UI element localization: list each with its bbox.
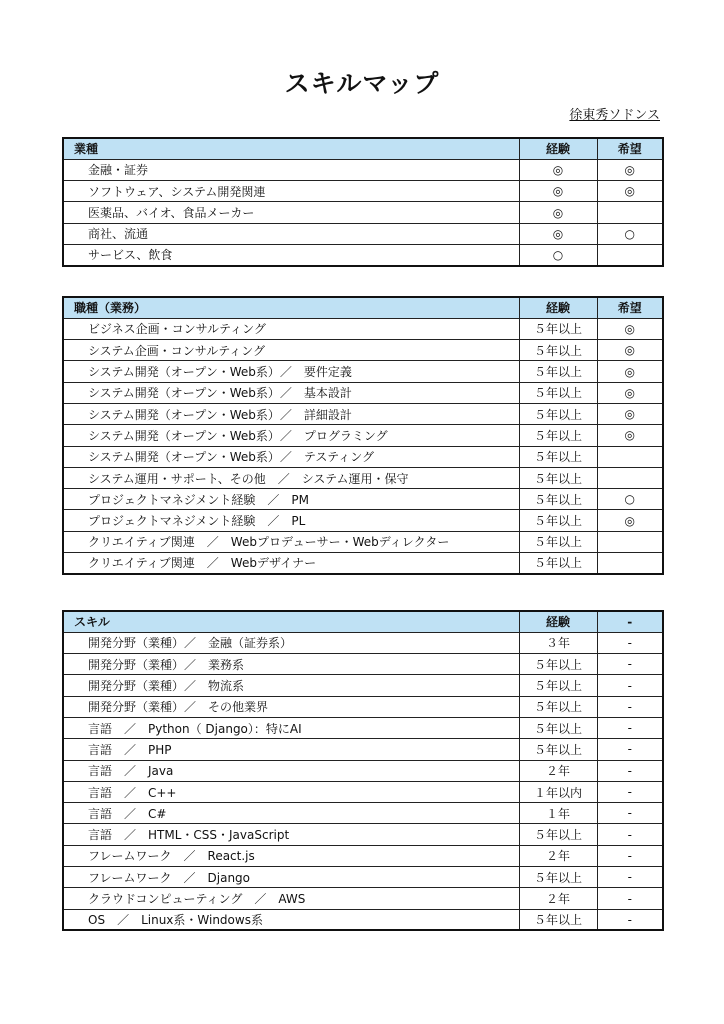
table-row <box>63 361 663 382</box>
row-label: システム開発（オープン・Web系）／ プログラミング <box>63 425 519 446</box>
row-label: OS ／ Linux系・Windows系 <box>63 909 519 930</box>
row-label: ビジネス企画・コンサルティング <box>63 318 519 339</box>
row-label: クリエイティブ関連 ／ Webプロデューサー・Webディレクター <box>63 531 519 552</box>
experience-cell: ５年以上 <box>519 340 597 361</box>
experience-cell: ◎ <box>519 159 597 180</box>
wish-cell: ○ <box>597 223 663 244</box>
experience-cell: ５年以上 <box>519 531 597 552</box>
wish-cell <box>597 467 663 488</box>
table-row <box>63 867 663 888</box>
wish-cell: ◎ <box>597 340 663 361</box>
experience-cell: ５年以上 <box>519 489 597 510</box>
wish-cell: - <box>597 717 663 738</box>
header-wish: 希望 <box>597 297 663 318</box>
wish-cell: - <box>597 867 663 888</box>
table-row <box>63 489 663 510</box>
row-label: プロジェクトマネジメント経験 ／ PL <box>63 510 519 531</box>
table-row <box>63 845 663 866</box>
experience-cell: ５年以上 <box>519 361 597 382</box>
row-label: 金融・証券 <box>63 159 519 180</box>
table-header-row <box>63 611 663 632</box>
experience-cell: ３年 <box>519 632 597 653</box>
experience-cell: １年以内 <box>519 781 597 802</box>
page-title: スキルマップ <box>284 69 440 98</box>
table-row <box>63 403 663 424</box>
row-label: システム開発（オープン・Web系）／ 基本設計 <box>63 382 519 403</box>
table-row <box>63 531 663 552</box>
wish-cell: - <box>597 888 663 909</box>
header-category: 職種（業務） <box>63 297 519 318</box>
industry-table <box>62 137 664 267</box>
row-label: 言語 ／ Java <box>63 760 519 781</box>
wish-cell: - <box>597 781 663 802</box>
table-row <box>63 760 663 781</box>
table-row <box>63 739 663 760</box>
experience-cell: ５年以上 <box>519 654 597 675</box>
experience-cell: ５年以上 <box>519 717 597 738</box>
experience-cell: ５年以上 <box>519 739 597 760</box>
row-label: サービス、飲食 <box>63 244 519 265</box>
table-row <box>63 675 663 696</box>
header-category: スキル <box>63 611 519 632</box>
row-label: フレームワーク ／ Django <box>63 867 519 888</box>
table-row <box>63 318 663 339</box>
table-row <box>63 223 663 244</box>
wish-cell: ◎ <box>597 510 663 531</box>
job-type-table <box>62 296 664 575</box>
table-row <box>63 425 663 446</box>
row-label: 言語 ／ C# <box>63 803 519 824</box>
experience-cell: １年 <box>519 803 597 824</box>
row-label: 開発分野（業種）／ 業務系 <box>63 654 519 675</box>
wish-cell <box>597 446 663 467</box>
experience-cell: ５年以上 <box>519 553 597 574</box>
row-label: 言語 ／ HTML・CSS・JavaScript <box>63 824 519 845</box>
header-experience: 経験 <box>519 138 597 159</box>
author-name: 徐東秀ソドンス <box>569 108 660 123</box>
row-label: システム開発（オープン・Web系）／ 詳細設計 <box>63 403 519 424</box>
experience-cell: ○ <box>519 244 597 265</box>
row-label: ソフトウェア、システム開発関連 <box>63 181 519 202</box>
wish-cell: - <box>597 632 663 653</box>
wish-cell: ◎ <box>597 181 663 202</box>
wish-cell: - <box>597 845 663 866</box>
header-category: 業種 <box>63 138 519 159</box>
header-extra: - <box>597 611 663 632</box>
wish-cell: ◎ <box>597 382 663 403</box>
row-label: システム開発（オープン・Web系）／ 要件定義 <box>63 361 519 382</box>
experience-cell: ２年 <box>519 760 597 781</box>
wish-cell: ◎ <box>597 361 663 382</box>
table-row <box>63 202 663 223</box>
experience-cell: ５年以上 <box>519 510 597 531</box>
wish-cell <box>597 202 663 223</box>
experience-cell: ５年以上 <box>519 382 597 403</box>
skills-table <box>62 610 664 931</box>
wish-cell: - <box>597 824 663 845</box>
row-label: システム運用・サポート、その他 ／ システム運用・保守 <box>63 467 519 488</box>
wish-cell: - <box>597 739 663 760</box>
experience-cell: ５年以上 <box>519 675 597 696</box>
wish-cell <box>597 531 663 552</box>
table-row <box>63 696 663 717</box>
wish-cell: ◎ <box>597 403 663 424</box>
table-row <box>63 553 663 574</box>
header-wish: 希望 <box>597 138 663 159</box>
table-row <box>63 510 663 531</box>
row-label: 開発分野（業種）／ その他業界 <box>63 696 519 717</box>
wish-cell: - <box>597 909 663 930</box>
table-header-row <box>63 297 663 318</box>
table-row <box>63 717 663 738</box>
row-label: フレームワーク ／ React.js <box>63 845 519 866</box>
experience-cell: ５年以上 <box>519 403 597 424</box>
header-experience: 経験 <box>519 611 597 632</box>
experience-cell: ◎ <box>519 181 597 202</box>
experience-cell: ◎ <box>519 202 597 223</box>
row-label: 言語 ／ C++ <box>63 781 519 802</box>
experience-cell: ５年以上 <box>519 318 597 339</box>
experience-cell: ５年以上 <box>519 467 597 488</box>
wish-cell <box>597 244 663 265</box>
table-row <box>63 781 663 802</box>
experience-cell: ２年 <box>519 888 597 909</box>
table-row <box>63 909 663 930</box>
wish-cell: - <box>597 803 663 824</box>
row-label: 言語 ／ Python（ Django）：特にAI <box>63 717 519 738</box>
row-label: 商社、流通 <box>63 223 519 244</box>
row-label: システム開発（オープン・Web系）／ テスティング <box>63 446 519 467</box>
experience-cell: ５年以上 <box>519 446 597 467</box>
table-row <box>63 340 663 361</box>
table-row <box>63 244 663 265</box>
experience-cell: ５年以上 <box>519 425 597 446</box>
experience-cell: ５年以上 <box>519 696 597 717</box>
row-label: クラウドコンピューティング ／ AWS <box>63 888 519 909</box>
experience-cell: ２年 <box>519 845 597 866</box>
wish-cell: ◎ <box>597 318 663 339</box>
header-experience: 経験 <box>519 297 597 318</box>
row-label: プロジェクトマネジメント経験 ／ PM <box>63 489 519 510</box>
table-row <box>63 632 663 653</box>
table-row <box>63 803 663 824</box>
wish-cell <box>597 553 663 574</box>
table-row <box>63 181 663 202</box>
experience-cell: ５年以上 <box>519 909 597 930</box>
table-row <box>63 382 663 403</box>
table-row <box>63 888 663 909</box>
row-label: クリエイティブ関連 ／ Webデザイナー <box>63 553 519 574</box>
wish-cell: - <box>597 654 663 675</box>
table-row <box>63 159 663 180</box>
wish-cell: - <box>597 675 663 696</box>
row-label: システム企画・コンサルティング <box>63 340 519 361</box>
experience-cell: ◎ <box>519 223 597 244</box>
table-row <box>63 654 663 675</box>
row-label: 医薬品、バイオ、食品メーカー <box>63 202 519 223</box>
wish-cell: ◎ <box>597 159 663 180</box>
row-label: 開発分野（業種）／ 物流系 <box>63 675 519 696</box>
experience-cell: ５年以上 <box>519 824 597 845</box>
experience-cell: ５年以上 <box>519 867 597 888</box>
table-row <box>63 467 663 488</box>
table-header-row <box>63 138 663 159</box>
row-label: 開発分野（業種）／ 金融（証券系） <box>63 632 519 653</box>
row-label: 言語 ／ PHP <box>63 739 519 760</box>
wish-cell: ○ <box>597 489 663 510</box>
wish-cell: ◎ <box>597 425 663 446</box>
table-row <box>63 824 663 845</box>
wish-cell: - <box>597 760 663 781</box>
table-row <box>63 446 663 467</box>
wish-cell: - <box>597 696 663 717</box>
